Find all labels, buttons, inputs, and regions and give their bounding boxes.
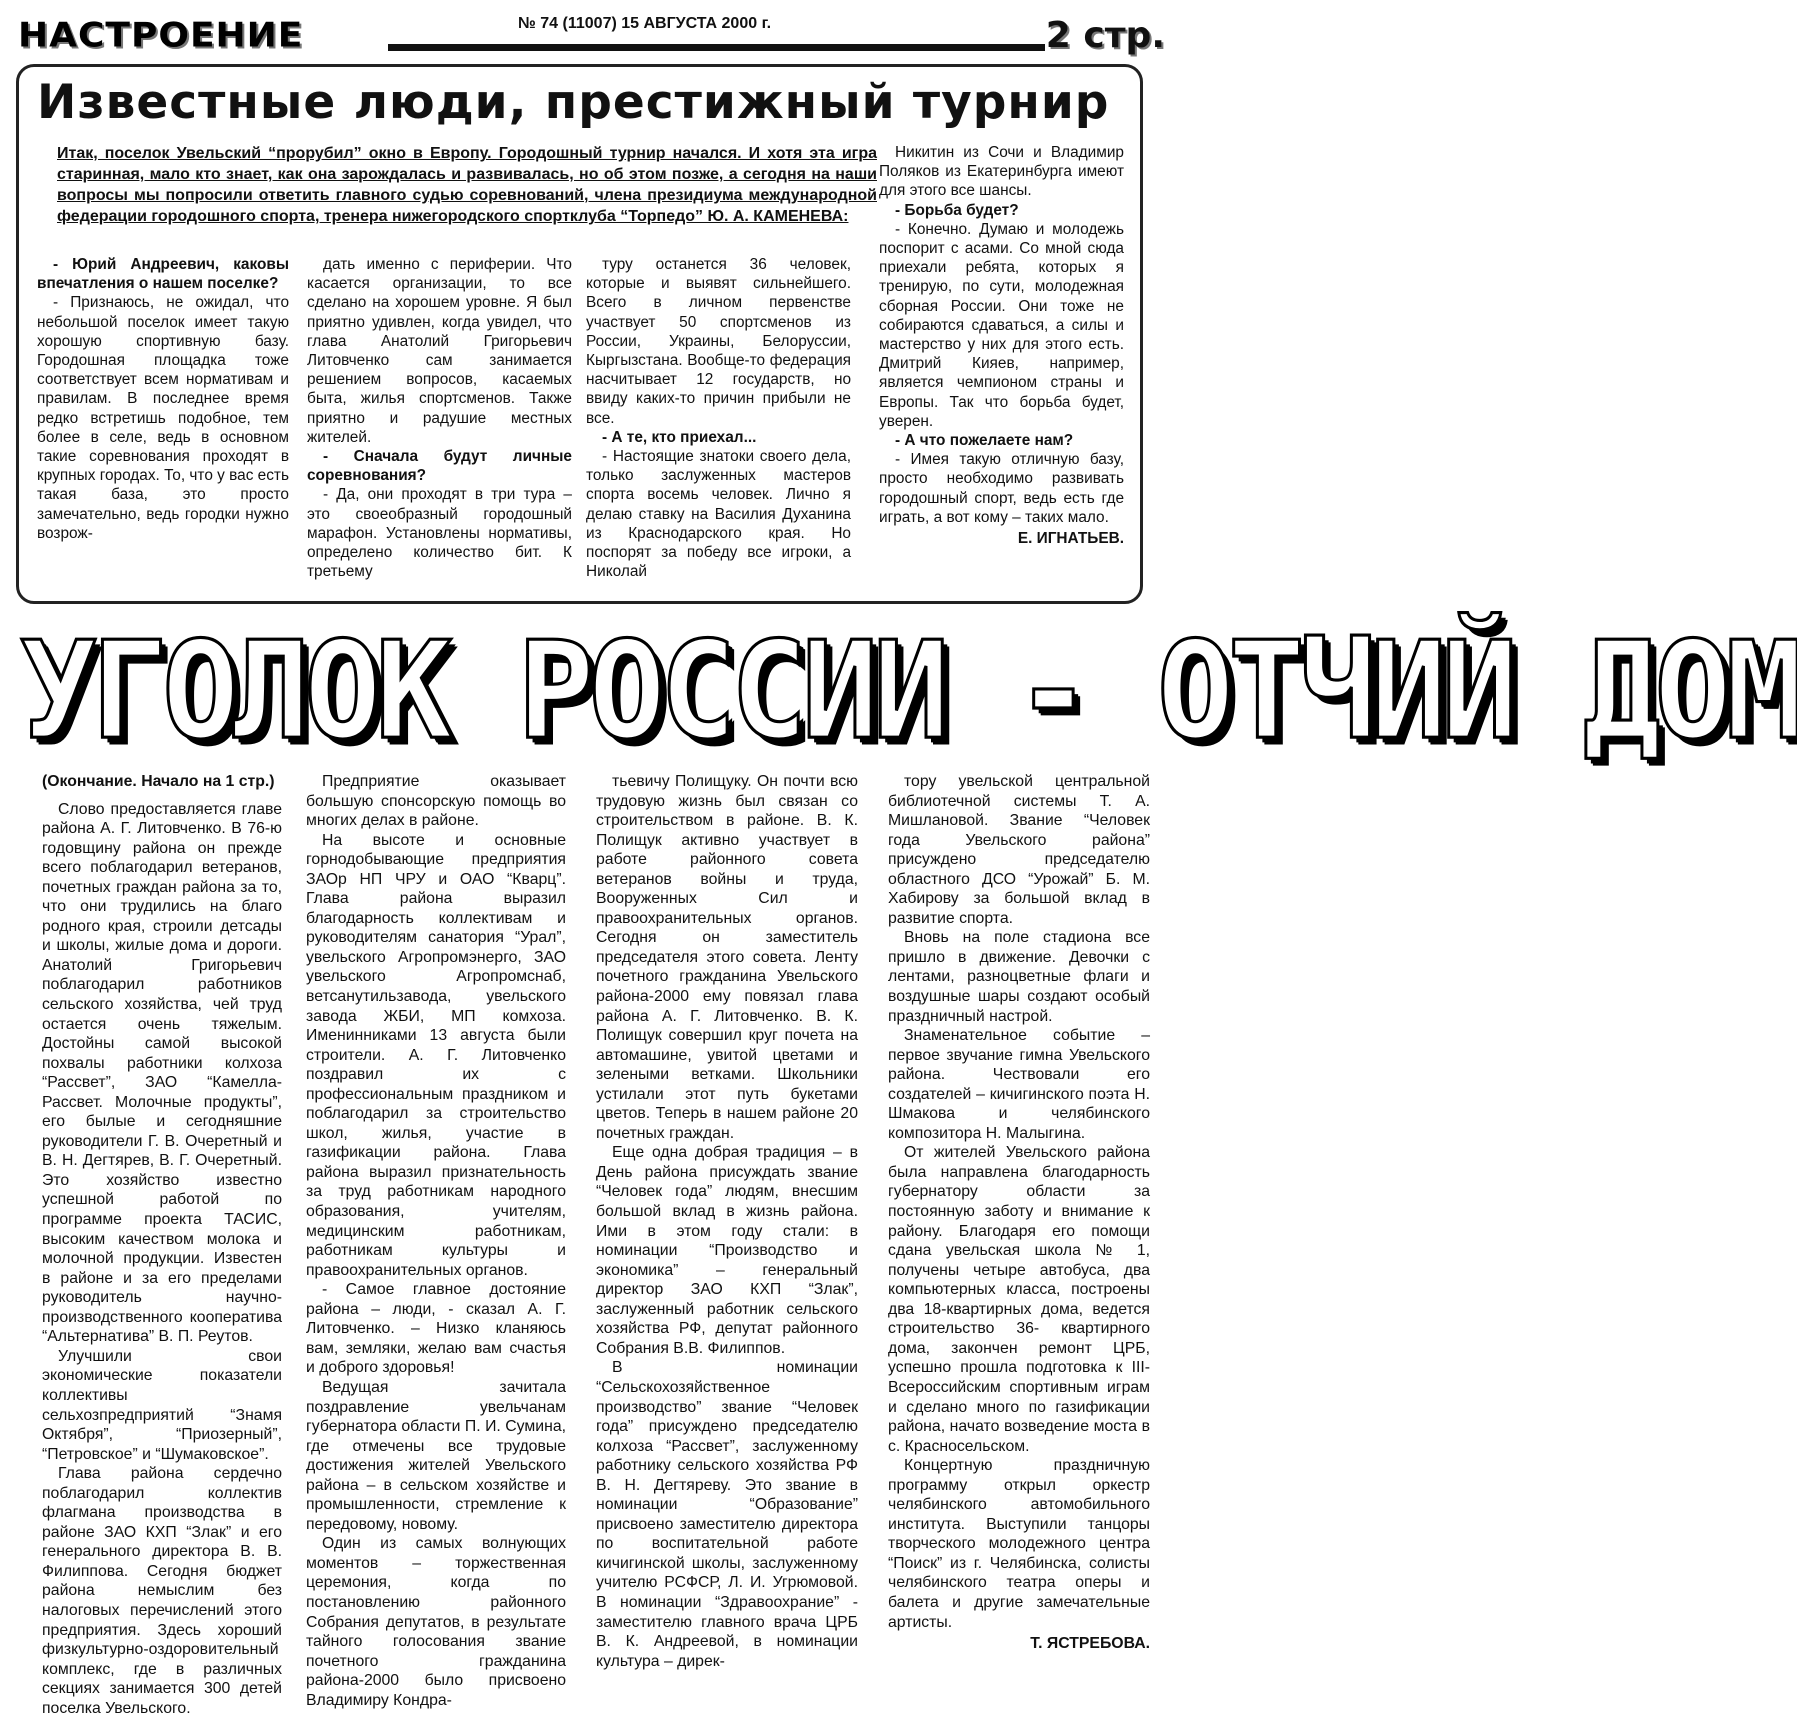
paragraph: - Конечно. Думаю и молодежь поспорит с асами. Со мной сюда приехали ребята, которых я тренирую, по сути, молодежная сборная России. Они тоже не собираются сдаваться, а силы и мастерство у них для этого есть. Дмитрий Кияев, например, является чемпионом страны и Европы. Так что борьба будет, уверен. bbox=[879, 220, 1124, 430]
paragraph: тору увельской центральной библиотечной системы Т. А. Мишлановой. Звание “Человек года Увельского района” присуждено председателю областного ДСО “Урожай” Б. М. Хабирову за большой вклад в развитие спорта. bbox=[888, 773, 1150, 927]
interview-article bbox=[16, 64, 1143, 604]
feature-column-3 bbox=[596, 772, 858, 1671]
paragraph: - Настоящие знатоки своего дела, только заслуженных мастеров спорта восемь человек. Лично я делаю ставку на Василия Духанина из Краснодарского края. Но поспорят за победу все игроки, а Николай bbox=[586, 448, 851, 581]
paragraph: В номинации “Сельскохозяйственное производство” звание “Человек года” присуждено председателю колхоза “Рассвет”, заслуженному работнику сельского хозяйства РФ В. Н. Дегтяреву. Это звание в номинации “Образование” присвоено заместителю директора по воспитательной работе кичигинской школы, заслуженному учителю РСФСР, Л. И. Угрюмовой. В номинации “Здравоохрание” - заместителю главного врача ЦРБ В. К. Андреевой, в номинации культура – дирек- bbox=[596, 1359, 858, 1670]
paragraph: туру останется 36 человек, которые и выявят сильнейшего. Всего в личном первенстве участвует 50 спортсменов из России, Украины, Белоруссии, Кыргызстана. Вообще-то федерация насчитывает 12 государств, но ввиду каких-то причин прибыли не все. bbox=[586, 256, 851, 427]
paragraph: Слово предоставляется главе района А. Г. Литовченко. В 76-ю годовщину района он прежде всего поблагодарил ветеранов, почетных граждан района за то, что они трудились на благо родного края, строили детсады и школы, жилые дома и дороги. Анатолий Григорьевич поблагодарил работников сельского хозяйства, чей труд остается очень тяжелым. Достойны самой высокой похвалы работники колхоза “Рассвет”, ЗАО “Камелла-Рассвет. Молочные продукты”, его былые и сегодняшние руководители Г. В. Очеретный и В. Н. Дегтярев, В. Г. Очеретный. Это хозяйство известно успешной работой по программе проекта ТАСИС, высоким качеством молока и молочной продукции. Известен в районе и за его пределами руководитель научно-производственного кооператива “Альтернатива” В. П. Реутов. bbox=[42, 800, 282, 1346]
feature-column-1 bbox=[42, 772, 282, 1718]
paragraph: - Да, они проходят в три тура – это своеобразный городошный марафон. Установлены нормативы, определено количество бит. К третьему bbox=[307, 486, 572, 581]
feature-signature: Т. ЯСТРЕБОВА. bbox=[1030, 1635, 1150, 1653]
question-paragraph: - Борьба будет? bbox=[895, 201, 1019, 219]
masthead-rule bbox=[388, 44, 1045, 51]
paragraph: Глава района сердечно поблагодарил коллектив флагмана производства в районе ЗАО КХП “Злак” и его генерального директора В. В. Филиппова. Сегодня бюджет района немыслим без налоговых перечислений этого предприятия. Здесь хороший физкультурно-оздоровительный комплекс, где в различных секциях занимается 300 детей поселка Увельского. bbox=[42, 1465, 282, 1717]
interview-signature: Е. ИГНАТЬЕВ. bbox=[1017, 530, 1124, 548]
section-rubric: НАСТРОЕНИЕ bbox=[18, 16, 304, 55]
paragraph: тьевичу Полищуку. Он почти всю трудовую жизнь был связан со строительством в районе. В. К. Полищук активно участвует в работе районного совета ветеранов войны и труда, Вооруженных Сил и правоохранительных органов. Сегодня он заместитель председателя этого совета. Ленту почетного гражданина Увельского района-2000 ему повязал глава района А. Г. Литовченко. В. К. Полищук совершил круг почета на автомашине, увитой цветами и зелеными ветками. Школьники устилали этот путь букетами цветов. Теперь в нашем районе 20 почетных граждан. bbox=[596, 773, 858, 1142]
paragraph: Концертную праздничную программу открыл оркестр челябинского автомобильного института. Выступили танцоры творческого молодежного центра “Поиск” из г. Челябинска, солисты челябинского театра оперы и балета и другие замечательные артисты. bbox=[888, 1457, 1150, 1631]
interview-column-4 bbox=[879, 143, 1124, 548]
question-paragraph: - А те, кто приехал... bbox=[602, 428, 757, 446]
paragraph: Еще одна добрая традиция – в День района присуждать звание “Человек года” людям, внесшим большой вклад в жизнь района. Ими в этом году стали: в номинации “Производство и экономика” – генеральный директор ЗАО КХП “Злак”, заслуженный работник сельского хозяйства РФ, депутат районного Собрания В.В. Филиппов. bbox=[596, 1144, 858, 1357]
paragraph: дать именно с периферии. Что касается организации, то все сделано на хорошем уровне. Я был приятно удивлен, когда увидел, что глава Анатолий Григорьевич Литовченко сам занимается решением вопросов, касаемых быта, жилья спортсменов. Также приятно и радушие местных жителей. bbox=[307, 256, 572, 446]
masthead bbox=[18, 14, 1165, 62]
paragraph: Ведущая зачитала поздравление увельчанам губернатора области П. И. Сумина, где отмечены все трудовые достижения жителей Увельского района – в сельском хозяйстве и промышленности, стремление к передовому, новому. bbox=[306, 1378, 566, 1533]
feature-column-2 bbox=[306, 772, 566, 1710]
question-paragraph: - А что пожелаете нам? bbox=[895, 432, 1074, 450]
feature-headline: УГОЛОК РОССИИ - ОТЧИЙ ДОМ bbox=[20, 613, 1797, 770]
page-number: 2 стр. bbox=[1045, 15, 1165, 56]
continuation-note: (Окончание. Начало на 1 стр.) bbox=[42, 773, 275, 790]
feature-column-4 bbox=[888, 772, 1150, 1654]
paragraph: - Признаюсь, не ожидал, что небольшой поселок имеет такую хорошую спортивную базу. Городошная площадка тоже соответствует всем нормативам и правилам. В последнее время редко встретишь подобное, тем более в селе, ведь в основном такие соревнования проходят в крупных городах. То, что у вас есть такая база, это просто замечательно, ведь городки нужно возрож- bbox=[37, 294, 289, 542]
paragraph: Предприятие оказывает большую спонсорскую помощь во многих делах в районе. bbox=[306, 773, 566, 830]
question-paragraph: - Юрий Андреевич, каковы впечатления о нашем поселке? bbox=[37, 256, 289, 293]
interview-column-2 bbox=[307, 255, 572, 581]
paragraph: Один из самых волнующих моментов – торжественная церемония, когда по постановлению районного Собрания депутатов, в результате тайного голосования звание почетного гражданина района-2000 было присвоено Владимиру Кондра- bbox=[306, 1535, 566, 1709]
interview-column-3 bbox=[586, 255, 851, 581]
interview-lead: Итак, поселок Увельский “прорубил” окно в Европу. Городошный турнир начался. И хотя эта игра старинная, мало кто знает, как она зарождалась и развивалась, но об этом позже, а сегодня на наши вопросы мы попросили ответить главного судью соревнований, члена президиума международной федерации городошного спорта, тренера нижегородского спортклуба “Торпедо” Ю. А. КАМЕНЕВА: bbox=[57, 145, 877, 225]
issue-info: № 74 (11007) 15 АВГУСТА 2000 г. bbox=[518, 15, 772, 32]
paragraph: Никитин из Сочи и Владимир Поляков из Екатеринбурга имеют для этого все шансы. bbox=[879, 144, 1124, 200]
paragraph: От жителей Увельского района была направлена благодарность губернатору области за постоянную заботу и внимание к району. Благодаря его помощи сдана увельская школа № 1, получены четыре автобуса, два компьютерных класса, построены два 18-квартирных дома, ведется строительство 36- квартирного дома, закончен ремонт ЦРБ, успешно прошла подготовка к III-Всероссийским спортивным играм и сделано много по газификации района, начато возведение моста в с. Красносельском. bbox=[888, 1144, 1150, 1455]
question-paragraph: - Сначала будут личные соревнования? bbox=[307, 448, 572, 485]
paragraph: - Самое главное достояние района – люди, - сказал А. Г. Литовченко. – Низко кланяюсь вам, земляки, желаю вам счастья и доброго здоровья! bbox=[306, 1281, 566, 1377]
paragraph: На высоте и основные горнодобывающие предприятия ЗАОр НП ЧРУ и ОАО “Кварц”. Глава района выразил благодарность коллективам и руководителям санатория “Урал”, увельского Агропромэнерго, ЗАО увельского Агропромснаб, ветсанутильзавода, увельского завода ЖБИ, МП комхоза. Именинниками 13 августа были строители. А. Г. Литовченко поздравил их с профессиональным праздником и поблагодарил за строительство школ, жилья, участие в газификации района. Глава района выразил признательность за труд работникам народного образования, учителям, медицинским работникам, работникам культуры и правоохранительных органов. bbox=[306, 831, 566, 1279]
paragraph: Улучшили свои экономические показатели коллективы сельхозпредприятий “Знамя Октября”, “Приозерный”, “Петровское” и “Шумаковское”. bbox=[42, 1347, 282, 1463]
paragraph: - Имея такую отличную базу, просто необходимо развивать городошный спорт, ведь есть где играть, а вот кому – таких мало. bbox=[879, 451, 1124, 526]
paragraph: Знаменательное событие – первое звучание гимна Увельского района. Чествовали его создателей – кичигинского поэта Н. Шмакова и челябинского композитора Н. Малыгина. bbox=[888, 1027, 1150, 1142]
paragraph: Вновь на поле стадиона все пришло в движение. Девочки с лентами, разноцветные флаги и воздушные шары создают особый праздничный настрой. bbox=[888, 929, 1150, 1025]
interview-column-1 bbox=[37, 255, 289, 543]
interview-headline: Известные люди, престижный турнир bbox=[37, 75, 1110, 130]
